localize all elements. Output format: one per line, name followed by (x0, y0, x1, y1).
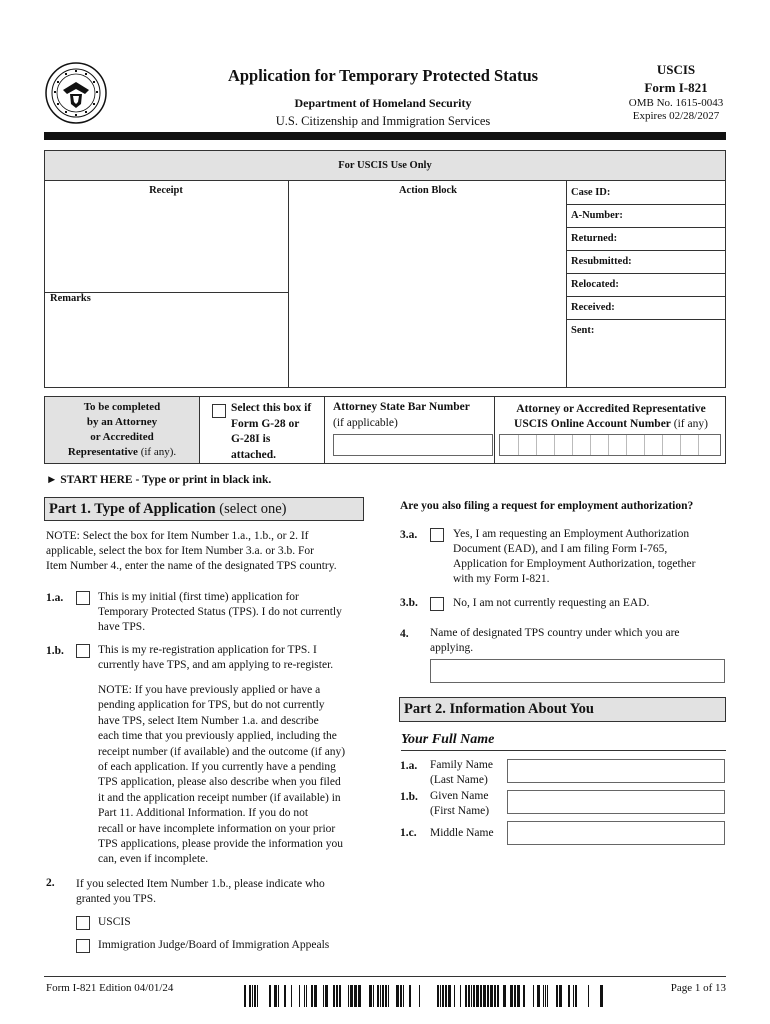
agency-name: U.S. Citizenship and Immigration Services (275, 114, 491, 128)
dhs-seal-icon (45, 62, 107, 124)
online-account-label: Attorney or Accredited Representative (516, 403, 706, 415)
item-3b-number: 3.b. (400, 597, 418, 609)
omb-number: OMB No. 1615-0043 (628, 97, 724, 109)
item-3b-text: No, I am not currently requesting an EAD. (453, 597, 650, 609)
uscis-use-only-box (44, 150, 726, 388)
item-1b-number: 1.b. (46, 645, 64, 657)
department-name: Department of Homeland Security (294, 96, 472, 110)
footer-rule (44, 976, 726, 977)
re-registration-checkbox[interactable] (76, 644, 90, 658)
tps-country-field[interactable] (430, 659, 725, 683)
item-1a-text: This is my initial (first time) application for Temporary Protected Status (TPS). I do not currently have TPS. (98, 591, 342, 633)
not-requesting-ead-checkbox[interactable] (430, 597, 444, 611)
family-name-field[interactable] (507, 759, 725, 783)
item-4-number: 4. (400, 628, 409, 640)
g28-select-label: Select this box if Form G-28 or G-28I is attached. (231, 402, 312, 461)
granted-by-uscis-checkbox[interactable] (76, 916, 90, 930)
granted-by-immigration-judge-label: Immigration Judge/Board of Immigration Appeals (98, 939, 330, 951)
attorney-note-line2: by an Attorney (86, 416, 158, 428)
requesting-ead-checkbox[interactable] (430, 528, 444, 542)
resubmitted-label: Resubmitted: (571, 256, 632, 267)
part1-note: NOTE: Select the box for Item Number 1.a., 1.b., or 2. If applicable, select the box for Item Number 3.a. or 3.b. For Item Number 4., enter the name of the designated TPS country. (46, 530, 337, 572)
sent-label: Sent: (571, 325, 595, 336)
item-1b-text: This is my re-registration application for TPS. I currently have TPS, and am applying to re-register. (98, 644, 334, 671)
family-name-number: 1.a. (400, 760, 418, 772)
attorney-bar-label: Attorney State Bar Number (333, 401, 470, 413)
granted-by-immigration-judge-checkbox[interactable] (76, 939, 90, 953)
footer-form-edition: Form I-821 Edition 04/01/24 (46, 982, 174, 994)
relocated-label: Relocated: (571, 279, 619, 290)
granted-by-uscis-label: USCIS (98, 916, 131, 928)
attorney-completed-by (44, 396, 200, 464)
expiration-date: Expires 02/28/2027 (632, 110, 720, 122)
action-block-label: Action Block (398, 185, 458, 196)
barcode-icon (244, 985, 606, 1007)
middle-name-label: Middle Name (430, 827, 494, 839)
attorney-note-line1: To be completed (83, 401, 161, 413)
form-id: Form I-821 (644, 80, 708, 95)
item-3a-text: Yes, I am requesting an Employment Authorization Document (EAD), and I am filing Form I-765, Application for Employment Authorization, together with my Form I-821. (453, 528, 696, 585)
form-title: Application for Temporary Protected Status (227, 66, 539, 85)
given-name-field[interactable] (507, 790, 725, 814)
item-4-text: Name of designated TPS country under which you are applying. (430, 627, 680, 654)
returned-label: Returned: (571, 233, 618, 244)
received-label: Received: (571, 302, 615, 313)
attorney-note-line4: Representative (if any). (67, 446, 177, 458)
part1-note-previous-applications: NOTE: If you have previously applied or have a pending application for TPS, but do not currently have TPS, select Item Number 1.a. and describe each time that you previously applied, including the receipt number (if available) and the outcome (if any) of each application. If you currently have a pending TPS application, please also describe when you filed it and the application receipt number (if available) in Part 11. Additional Information. If you do not recall or have incomplete information on your prior TPS applications, please provide the information you can, even if incomplete. (98, 684, 346, 866)
attorney-note-line3: or Accredited (90, 431, 154, 443)
family-name-label: Family Name (Last Name) (430, 759, 493, 786)
case-id-label: Case ID: (571, 187, 611, 198)
a-number-label: A-Number: (571, 210, 623, 221)
middle-name-field[interactable] (507, 821, 725, 845)
part2-header: Part 2. Information About You (399, 697, 726, 722)
part1-header: Part 1. Type of Application (select one) (44, 497, 364, 521)
uscis-label: USCIS (656, 62, 696, 77)
item-1a-number: 1.a. (46, 592, 64, 604)
attorney-bar-sublabel: (if applicable) (333, 417, 398, 429)
item-2-number: 2. (46, 877, 55, 889)
remarks-label: Remarks (50, 293, 91, 304)
start-here-instruction: ► START HERE - Type or print in black ink. (46, 474, 272, 486)
footer-page-number: Page 1 of 13 (670, 982, 726, 994)
online-account-sublabel: USCIS Online Account Number (if any) (514, 418, 708, 430)
col-divider-1 (288, 181, 289, 387)
item-2-text: If you selected Item Number 1.b., please indicate who granted you TPS. (76, 878, 325, 905)
middle-name-number: 1.c. (400, 827, 417, 839)
item-3a-number: 3.a. (400, 529, 418, 541)
header-rule (44, 132, 726, 140)
initial-application-checkbox[interactable] (76, 591, 90, 605)
receipt-label: Receipt (149, 185, 183, 196)
case-fields (567, 181, 725, 387)
your-full-name-heading: Your Full Name (401, 732, 726, 751)
attorney-row-border (200, 396, 726, 464)
uscis-use-only-title: For USCIS Use Only (45, 151, 725, 181)
given-name-label: Given Name (First Name) (430, 790, 490, 817)
given-name-number: 1.b. (400, 791, 418, 803)
ead-question: Are you also filing a request for employment authorization? (400, 500, 694, 512)
